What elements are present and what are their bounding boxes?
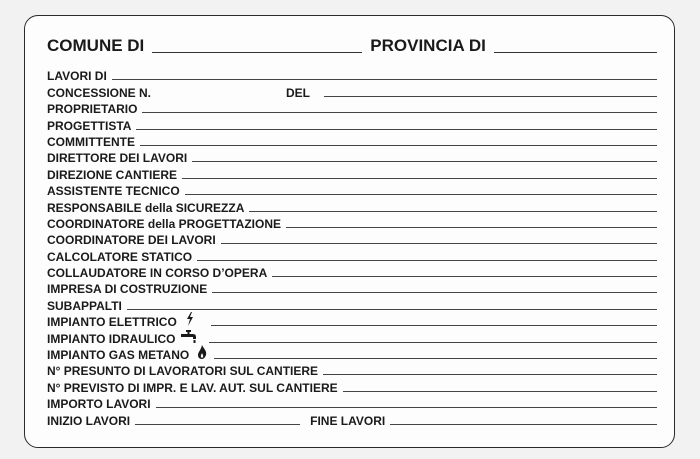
committente-field-line[interactable] <box>140 145 657 146</box>
row-importo-lavori <box>47 395 657 411</box>
comune-field-line[interactable] <box>152 52 362 53</box>
calcolatore-statico-label: CALCOLATORE STATICO <box>47 249 193 264</box>
row-proprietario <box>47 100 657 116</box>
row-calcolatore-statico <box>47 247 657 263</box>
collaudatore-label: COLLAUDATORE IN CORSO D’OPERA <box>47 266 268 281</box>
row-progettista <box>47 116 657 132</box>
lightning-icon <box>183 312 197 329</box>
importo-lavori-field-line[interactable] <box>156 407 657 408</box>
impianto-gas-label: IMPIANTO GAS METANO <box>47 348 190 363</box>
flame-icon <box>195 345 209 362</box>
presunto-lavoratori-field-line[interactable] <box>323 374 657 375</box>
row-impianto-elettrico <box>47 313 657 329</box>
committente-label: COMMITTENTE <box>47 134 135 149</box>
row-previsto-imprese <box>47 378 657 394</box>
direttore-lavori-label: DIRETTORE DEI LAVORI <box>47 151 188 166</box>
importo-lavori-label: IMPORTO LAVORI <box>47 397 151 412</box>
previsto-imprese-field-line[interactable] <box>343 391 657 392</box>
subappalti-label: SUBAPPALTI <box>47 298 122 313</box>
responsabile-sicurezza-label: RESPONSABILE della SICUREZZA <box>47 200 245 215</box>
progettista-label: PROGETTISTA <box>47 118 132 133</box>
lavori-di-label: LAVORI DI <box>47 69 107 84</box>
calcolatore-statico-field-line[interactable] <box>197 260 657 261</box>
sign-header <box>47 30 657 56</box>
del-label: DEL <box>286 85 311 100</box>
row-presunto-lavoratori <box>47 362 657 378</box>
del-field-line[interactable] <box>324 96 657 97</box>
row-direzione-cantiere <box>47 165 657 181</box>
provincia-field-line[interactable] <box>494 52 657 53</box>
impresa-field-line[interactable] <box>212 292 657 293</box>
comune-label: COMUNE DI <box>47 36 145 55</box>
proprietario-field-line[interactable] <box>142 112 657 113</box>
row-impianto-idraulico <box>47 329 657 345</box>
impianto-elettrico-label: IMPIANTO ELETTRICO <box>47 315 177 330</box>
row-direttore-lavori <box>47 149 657 165</box>
concessione-label: CONCESSIONE N. <box>47 85 152 100</box>
coordinatore-progettazione-field-line[interactable] <box>286 227 657 228</box>
field-list <box>47 67 657 428</box>
fine-lavori-field-line[interactable] <box>390 424 657 425</box>
previsto-imprese-label: N° PREVISTO DI IMPR. E LAV. AUT. SUL CANTIERE <box>47 380 338 395</box>
impresa-label: IMPRESA DI COSTRUZIONE <box>47 282 208 297</box>
row-coordinatore-progettazione <box>47 215 657 231</box>
coordinatore-progettazione-label: COORDINATORE della PROGETTAZIONE <box>47 216 282 231</box>
assistente-tecnico-label: ASSISTENTE TECNICO <box>47 184 180 199</box>
assistente-tecnico-field-line[interactable] <box>185 194 657 195</box>
faucet-icon <box>181 330 195 346</box>
progettista-field-line[interactable] <box>136 129 657 130</box>
row-coordinatore-lavori <box>47 231 657 247</box>
lavori-di-field-line[interactable] <box>112 79 657 80</box>
coordinatore-lavori-label: COORDINATORE DEI LAVORI <box>47 233 216 248</box>
direzione-cantiere-label: DIREZIONE CANTIERE <box>47 167 178 182</box>
proprietario-label: PROPRIETARIO <box>47 102 138 117</box>
presunto-lavoratori-label: N° PRESUNTO DI LAVORATORI SUL CANTIERE <box>47 364 319 379</box>
collaudatore-field-line[interactable] <box>272 276 657 277</box>
row-committente <box>47 133 657 149</box>
row-concessione <box>47 83 657 99</box>
impianto-idraulico-label: IMPIANTO IDRAULICO <box>47 331 176 346</box>
impianto-idraulico-field-line[interactable] <box>209 342 657 343</box>
provincia-label: PROVINCIA DI <box>370 36 486 55</box>
row-assistente-tecnico <box>47 182 657 198</box>
inizio-lavori-field-line[interactable] <box>135 424 300 425</box>
row-lavori-di <box>47 67 657 83</box>
row-impianto-gas <box>47 346 657 362</box>
construction-site-sign <box>24 15 675 448</box>
row-responsabile-sicurezza <box>47 198 657 214</box>
row-collaudatore <box>47 264 657 280</box>
direttore-lavori-field-line[interactable] <box>192 161 657 162</box>
responsabile-sicurezza-field-line[interactable] <box>249 211 657 212</box>
fine-lavori-label: FINE LAVORI <box>310 413 386 428</box>
row-subappalti <box>47 296 657 312</box>
coordinatore-lavori-field-line[interactable] <box>221 243 657 244</box>
row-impresa <box>47 280 657 296</box>
impianto-elettrico-field-line[interactable] <box>211 325 657 326</box>
impianto-gas-field-line[interactable] <box>214 358 657 359</box>
subappalti-field-line[interactable] <box>127 309 657 310</box>
row-inizio-fine-lavori <box>47 411 657 427</box>
direzione-cantiere-field-line[interactable] <box>182 178 657 179</box>
inizio-lavori-label: INIZIO LAVORI <box>47 413 131 428</box>
